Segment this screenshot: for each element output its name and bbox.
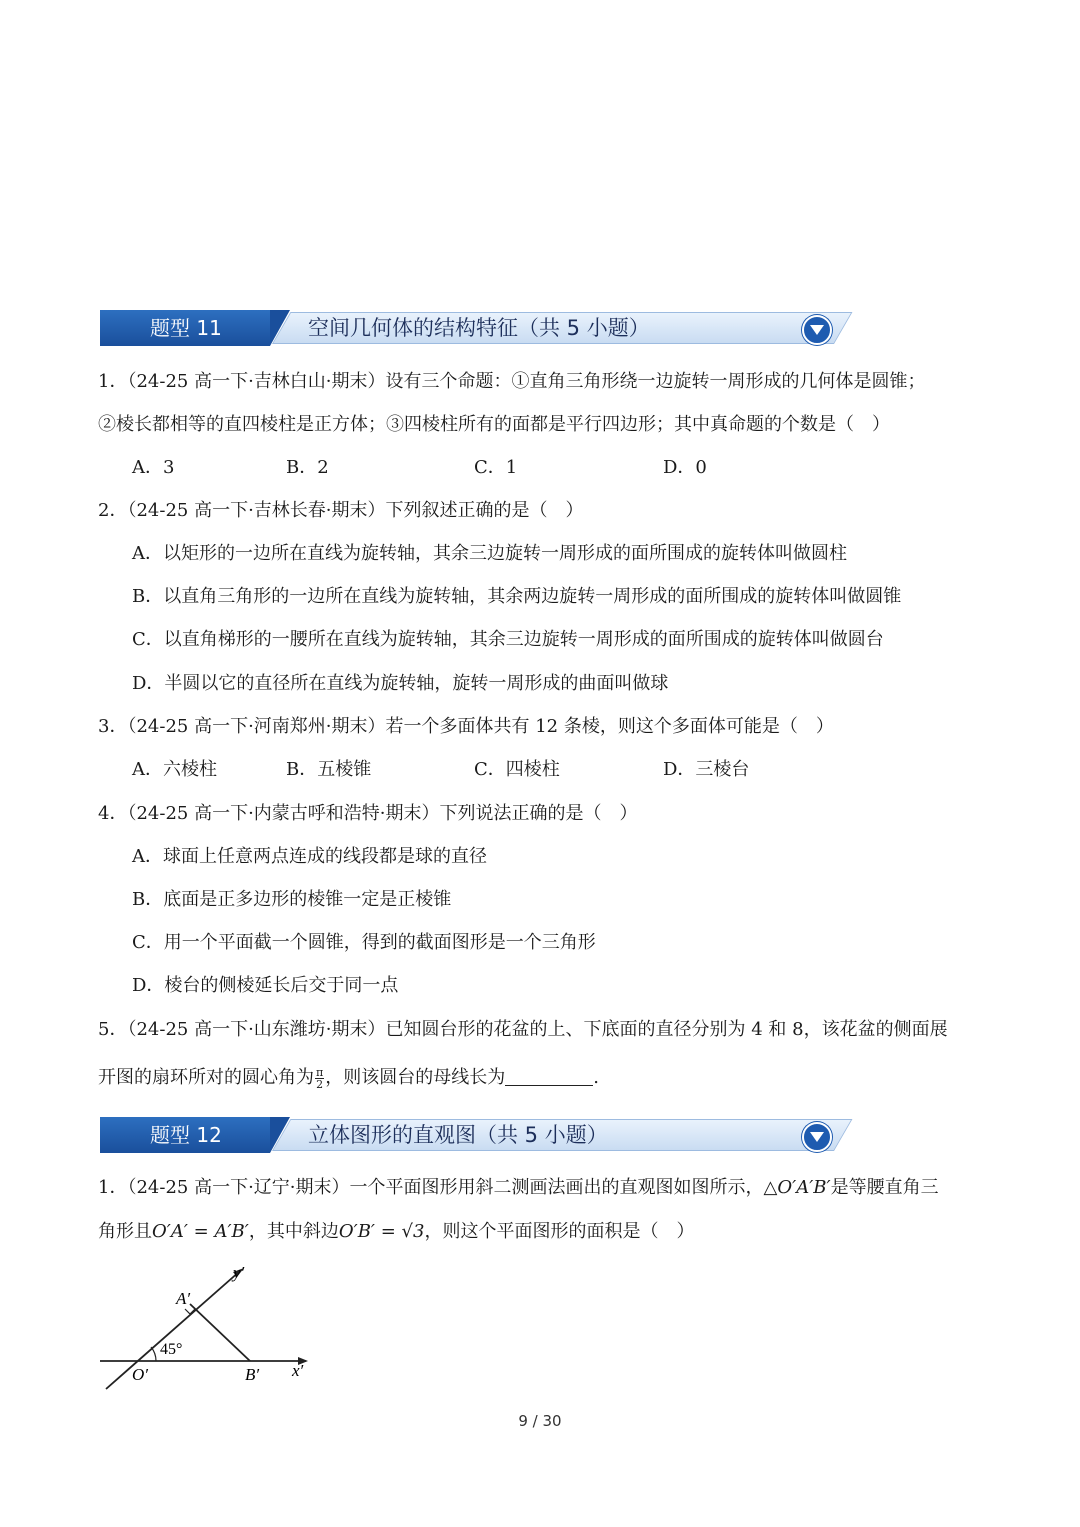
section-12-banner bbox=[100, 1117, 836, 1153]
oblique-triangle-figure bbox=[96, 1258, 326, 1398]
q12-1-line2-mid: ，其中斜边 bbox=[248, 1221, 339, 1242]
q11-4-option-a: A．球面上任意两点连成的线段都是球的直径 bbox=[132, 846, 487, 867]
q11-2-option-d: D．半圆以它的直径所在直线为旋转轴，旋转一周形成的曲面叫做球 bbox=[132, 673, 669, 694]
label-b: B′ bbox=[245, 1365, 260, 1384]
q12-1-line1-pre: 1．（24-25 高一下·辽宁·期末）一个平面图形用斜二测画法画出的直观图如图所示， bbox=[98, 1177, 764, 1198]
q11-2-option-b: B．以直角三角形的一边所在直线为旋转轴，其余两边旋转一周形成的面所围成的旋转体叫做圆锥 bbox=[132, 586, 902, 607]
q11-1-option-d: D．0 bbox=[663, 457, 707, 478]
chevron-down-icon[interactable] bbox=[802, 1122, 832, 1152]
answer-blank[interactable] bbox=[505, 1067, 593, 1086]
q11-1-line1: 1．（24-25 高一下·吉林白山·期末）设有三个命题：①直角三角形绕一边旋转一周形成的几何体是圆锥； bbox=[98, 371, 926, 392]
label-a: A′ bbox=[176, 1289, 191, 1308]
q11-3-option-c: C．四棱柱 bbox=[474, 759, 560, 780]
q11-4-stem: 4．（24-25 高一下·内蒙古呼和浩特·期末）下列说法正确的是（ ） bbox=[98, 803, 638, 824]
section-11-tag: 题型 11 bbox=[100, 310, 270, 346]
q12-1-line2-pre: 角形且 bbox=[98, 1221, 152, 1242]
q11-2-option-c: C．以直角梯形的一腰所在直线为旋转轴，其余三边旋转一周形成的面所围成的旋转体叫做圆台 bbox=[132, 629, 884, 650]
q11-3-stem: 3．（24-25 高一下·河南郑州·期末）若一个多面体共有 12 条棱，则这个多面体可能是（ ） bbox=[98, 716, 834, 737]
q11-4-option-d: D．棱台的侧棱延长后交于同一点 bbox=[132, 975, 399, 996]
q11-1-option-a: A．3 bbox=[132, 457, 175, 478]
q11-4-option-b: B．底面是正多边形的棱锥一定是正棱锥 bbox=[132, 889, 452, 910]
q11-5-line1: 5．（24-25 高一下·山东潍坊·期末）已知圆台形的花盆的上、下底面的直径分别为 4 和 8，该花盆的侧面展 bbox=[98, 1019, 948, 1040]
q11-5-line2 bbox=[98, 1066, 599, 1090]
q12-1-triangle-math: △O′A′B′ bbox=[763, 1177, 831, 1198]
page-number: 9 / 30 bbox=[518, 1412, 562, 1430]
q11-5-line2-post: ，则该圆台的母线长为 bbox=[325, 1067, 506, 1088]
section-11-banner bbox=[100, 310, 836, 346]
q11-3-option-d: D．三棱台 bbox=[663, 759, 750, 780]
q12-1-line1-post: 是等腰直角三 bbox=[830, 1177, 939, 1198]
q11-1-option-c: C．1 bbox=[474, 457, 518, 478]
q12-1-equal-sides-math: O′A′ = A′B′ bbox=[152, 1221, 249, 1242]
q11-5-line2-end: . bbox=[593, 1067, 599, 1088]
section-12-title: 立体图形的直观图（共 5 小题） bbox=[308, 1123, 608, 1147]
chevron-down-icon[interactable] bbox=[802, 315, 832, 345]
q12-1-line2-post: ，则这个平面图形的面积是（ ） bbox=[424, 1221, 695, 1242]
q11-3-option-a: A．六棱柱 bbox=[132, 759, 217, 780]
fraction-denominator: 2 bbox=[316, 1077, 324, 1091]
q11-2-stem: 2．（24-25 高一下·吉林长春·期末）下列叙述正确的是（ ） bbox=[98, 500, 584, 521]
q12-1-line1 bbox=[98, 1176, 939, 1200]
q11-3-option-b: B．五棱锥 bbox=[286, 759, 372, 780]
fraction-numerator: π bbox=[316, 1065, 324, 1079]
q11-1-line2: ②棱长都相等的直四棱柱是正方体；③四棱柱所有的面都是平行四边形；其中真命题的个数是（ ） bbox=[98, 414, 890, 435]
section-12-tag: 题型 12 bbox=[100, 1117, 270, 1153]
pi-over-2-fraction bbox=[315, 1067, 324, 1090]
q11-2-option-a: A．以矩形的一边所在直线为旋转轴，其余三边旋转一周形成的面所围成的旋转体叫做圆柱 bbox=[132, 543, 847, 564]
label-o: O′ bbox=[132, 1365, 148, 1384]
y-axis-line bbox=[106, 1271, 240, 1389]
label-y: y′ bbox=[233, 1263, 245, 1282]
label-x: x′ bbox=[292, 1361, 304, 1380]
section-11-title: 空间几何体的结构特征（共 5 小题） bbox=[308, 316, 650, 340]
q11-5-line2-pre: 开图的扇环所对的圆心角为 bbox=[98, 1067, 314, 1088]
segment-ab bbox=[190, 1304, 250, 1361]
q11-4-option-c: C．用一个平面截一个圆锥，得到的截面图形是一个三角形 bbox=[132, 932, 596, 953]
q11-1-option-b: B．2 bbox=[286, 457, 329, 478]
q12-1-hypotenuse-math: O′B′ = √3 bbox=[338, 1221, 425, 1242]
label-angle: 45° bbox=[160, 1341, 183, 1358]
q12-1-line2 bbox=[98, 1220, 694, 1244]
